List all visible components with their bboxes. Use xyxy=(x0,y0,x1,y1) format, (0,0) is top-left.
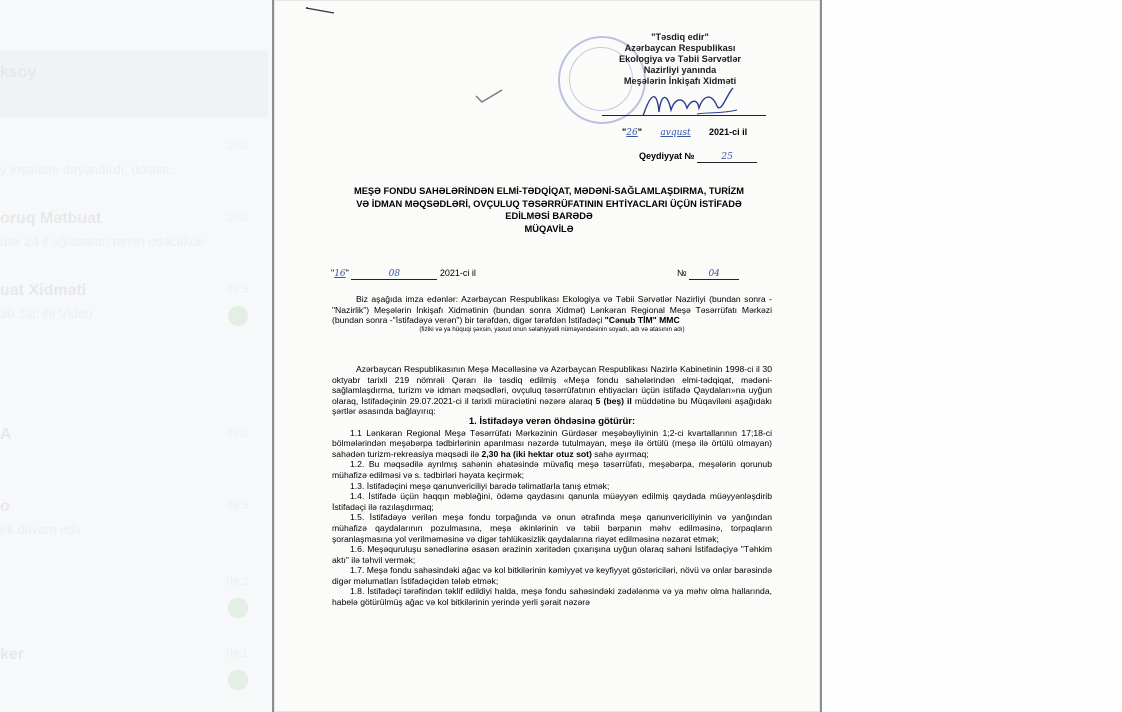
document-photo[interactable] xyxy=(272,0,822,712)
approval-block xyxy=(595,32,765,87)
user-name: "Cənub TİM" MMC xyxy=(604,315,680,326)
contract-date-month: 08 xyxy=(351,269,437,280)
title-line: MÜQAVİLƏ xyxy=(524,223,574,234)
approval-date-close-quote: " xyxy=(637,127,643,137)
chat-name: A xyxy=(0,426,12,443)
para2-text: Azərbaycan Respublikasının Meşə Məcəlləsinə və Azərbaycan Respublikası Nazirlə Kabinetinin 1998-ci il 30 oktyabr tarixli 219 nömrəli Qərarı ilə təsdiq edilmiş «Meşə fondu sahələrindən elmi-tədqiqat, mədəni-sağlamlaşdırma, turizm və idman məqsədləri, ovçuluq təsərrüfatının ehtiyacları üçün istifadə Qaydaları»na uyğun olaraq, İstifadəçinin 29.07.2021-ci il tarixli müraciətini nəzərə alaraq xyxy=(332,364,772,406)
chat-time: 10:0 xyxy=(226,140,248,152)
contract-item: 1.4. İstifadə üçün haqqın məbləğini, ödəmə qaydasını qanunla müəyyən edilmiş qaydada müəyyənləşdirib İstifadəçi ilə razılaşdırmaq; xyxy=(332,491,772,512)
contract-date-year: 2021-ci il xyxy=(439,268,476,278)
para2-term: 5 (beş) il xyxy=(595,395,632,406)
chat-time: 09:0 xyxy=(226,428,248,440)
item-1-1-area: 2,30 ha (iki hektar otuz sot) xyxy=(481,448,592,459)
chat-name: o xyxy=(0,498,10,515)
chat-name: ksoy xyxy=(0,64,37,81)
approval-date xyxy=(622,127,747,138)
chat-item[interactable] xyxy=(0,282,272,352)
intro-text: Biz aşağıda imza edənlər: Azərbaycan Respublikası Ekologiya və Təbii Sərvətlər Nazirliyi (bundan sonra - "Nazirlik") Meşələrin İnkişafı Xidmətinin (bundan sonra Xidmət) Lənkəran Regional Meşə Təsərrüfatı Mərkəzi (bundan sonra -"İstifadəyə verən") bir tərəfdən, digər tərəfdən İstifadəçi xyxy=(332,294,772,326)
chat-message: n xyxy=(0,88,8,103)
chat-time: 10:0 xyxy=(226,212,248,224)
contract-number-label: № xyxy=(677,268,687,278)
contract-number-value: 04 xyxy=(689,269,739,280)
chat-name: uat Xidməti xyxy=(0,282,87,299)
unread-badge xyxy=(228,598,248,618)
chat-item[interactable] xyxy=(0,498,272,568)
contract-item: 1.3. İstifadəçini meşə qanunvericiliyi barədə təlimatlarla tanış etmək; xyxy=(350,480,610,491)
pen-mark-icon xyxy=(304,4,338,16)
chat-message: ek davam edir xyxy=(0,522,82,537)
chat-time: 08:1 xyxy=(226,648,248,660)
contract-item: 1.6. Meşəquruluşu sənədlərinə əsasən ərazinin xəritədən çıxarışına uyğun olaraq sahəni İstifadəçiyə "Təhkim aktı" ilə təhvil vermək; xyxy=(332,544,772,565)
item-1-1-text-end: sahə ayırmaq; xyxy=(594,448,649,459)
unread-badge xyxy=(228,306,248,326)
chat-list xyxy=(0,0,272,712)
chat-message: y inşaatını dayandırdı; dostlar... xyxy=(0,162,181,177)
contract-date-day: 16 xyxy=(334,269,346,279)
chat-item[interactable] xyxy=(0,646,272,712)
approval-date-year: 2021-ci il xyxy=(709,127,748,137)
registration-label: Qeydiyyat № xyxy=(639,151,695,161)
unread-badge xyxy=(228,670,248,690)
approval-date-day: 26 xyxy=(626,128,638,138)
section-heading: 1. İstifadəyə verən öhdəsinə götürür: xyxy=(468,415,636,427)
registration-number xyxy=(639,151,757,163)
para2-text-end: müddətinə bu Müqaviləni aşağıdakı şərtlər əsasında bağlayırıq: xyxy=(332,395,773,417)
approval-line: Ekologiya və Təbii Sərvətlər xyxy=(618,54,742,64)
contract-item: 1.7. Meşə fondu sahəsindəki ağac və kol bitkilərinin kəmiyyət və keyfiyyət göstəriciləri, növü və onlar barəsində digər məlumatları İstifadəçidən tələb etmək; xyxy=(332,565,772,586)
document-paper xyxy=(274,0,820,712)
chat-name: ker xyxy=(0,646,25,663)
intro-note: (fiziki və ya hüquqi şəxsin, yaxud onun səlahiyyətli nümayəndəsinin soyadı, adı və atasının adı) xyxy=(419,325,685,333)
handwritten-signature xyxy=(637,84,747,124)
contract-item: 1.2. Bu məqsədilə ayrılmış sahənin əhatəsində müvafiq meşə təsərrüfatı, meşəbərpa, meşələrin qorunub mühafizə edilməsi və s. tədbirləri həyata keçirmək; xyxy=(332,459,772,480)
chat-message: dək 24 il ağlabatan təmin edəcəkdir xyxy=(0,234,205,249)
contract-body xyxy=(332,364,772,608)
approval-line: Nazirliyi yanında xyxy=(643,65,717,75)
item-1-1-text: 1.1 Lənkəran Regional Meşə Təsərrüfatı Mərkəzinin Gürdəsər meşəbəyliyinin 1;2-ci kvartallarının 17;18-ci bölmələrindən meşəbərpa tədbirlərinin aparılması nəzərdə tutulmayan, meşə ilə örtülü (meşə ilə örtülü olmayan) sahədən turizm-rekreasiya məqsədi ilə xyxy=(332,427,772,459)
check-mark-icon xyxy=(474,86,504,106)
chat-item[interactable] xyxy=(0,64,272,134)
approval-date-month: avqust xyxy=(660,128,691,138)
chat-time: 09:5 xyxy=(226,284,248,296)
contract-number xyxy=(677,268,739,280)
signature-line xyxy=(602,115,766,116)
chat-time: 08:2 xyxy=(226,576,248,588)
title-line: EDİLMƏSİ BARƏDƏ xyxy=(505,211,593,221)
registration-value: 25 xyxy=(697,152,757,163)
contract-item: 1.5. İstifadəyə verilən meşə fondu torpağında və onun ətrafında meşə qanunvericiliyinin və yanğından mühafizə qaydalarının pozulmasına, meşə əkinlərinin və təbii bərpanın məhv edilməsinə, torpaqların şoranlaşmasına yol verilməməsinə və digər təhlükəsizlik qaydalarına riayət edilməsinə nəzarət etmək; xyxy=(332,512,772,544)
chat-time: 10:1 xyxy=(226,66,248,78)
chat-item[interactable] xyxy=(0,210,272,280)
title-line: MEŞƏ FONDU SAHƏLƏRİNDƏN ELMİ-TƏDQİQAT, MƏDƏNİ-SAĞLAMLAŞDIRMA, TURİZM xyxy=(353,186,744,196)
empty-viewer-area xyxy=(822,0,1122,712)
chat-item[interactable] xyxy=(0,426,272,496)
approval-line: Meşələrin İnkişafı Xidməti xyxy=(623,76,737,86)
chat-time: 08:5 xyxy=(226,500,248,512)
chat-name: oruq Mətbuat xyxy=(0,210,102,227)
contract-title xyxy=(329,185,769,235)
chat-message: 30 33c ile Video xyxy=(0,306,93,321)
approval-line: Azərbaycan Respublikası xyxy=(624,43,736,53)
approval-date-open-quote: " xyxy=(622,127,627,137)
chat-item[interactable] xyxy=(0,574,272,644)
contract-intro xyxy=(332,294,772,334)
approval-line: "Təsdiq edir" xyxy=(651,32,709,42)
chat-item[interactable] xyxy=(0,138,272,208)
contract-date: "16" 08 2021-ci il xyxy=(331,268,476,279)
contract-item: 1.8. İstifadəçi tərəfindən təklif edildiyi halda, meşə fondu sahəsindəki zədələnmə və ya məhv olma hallarında, habelə götürülmüş ağac və kol bitkilərinin yerində yerli şərait nəzərə xyxy=(332,586,772,608)
title-line: VƏ İDMAN MƏQSƏDLƏRİ, OVÇULUQ TƏSƏRRÜFATININ EHTİYACLARI ÜÇÜN İSTİFADƏ xyxy=(356,198,742,209)
